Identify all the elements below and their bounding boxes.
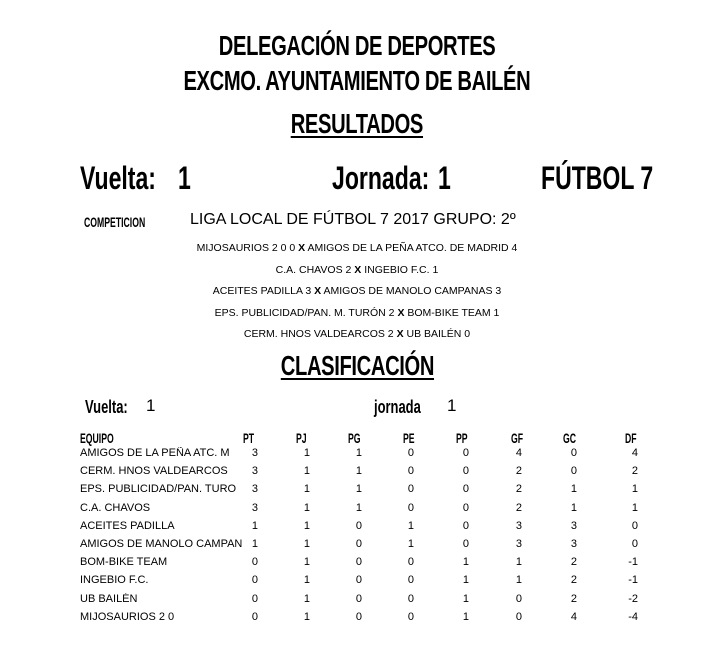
cell-pe: 0 — [407, 592, 414, 605]
cell-pp: 0 — [462, 465, 469, 478]
column-header-pp: PP — [456, 430, 468, 446]
cell-pe: 0 — [407, 556, 414, 569]
team-name: C.A. CHAVOS — [80, 501, 151, 514]
cell-pj: 1 — [303, 610, 310, 623]
column-header-df: DF — [625, 430, 637, 446]
cell-df: 2 — [631, 465, 638, 478]
cell-pp: 1 — [462, 610, 469, 623]
cell-pe: 0 — [407, 574, 414, 587]
match-away-score: 1 — [429, 263, 439, 276]
cell-gc: 1 — [570, 483, 577, 496]
cell-gf: 1 — [515, 556, 522, 569]
cell-gc: 3 — [570, 519, 577, 532]
team-name: MIJOSAURIOS 2 0 — [80, 610, 175, 623]
match-away-team: BOM-BIKE TEAM — [404, 306, 491, 319]
cell-pj: 1 — [303, 501, 310, 514]
cell-pt: 3 — [251, 465, 258, 478]
column-header-pt: PT — [243, 430, 255, 446]
standings-vuelta-value: 1 — [146, 396, 156, 415]
cell-pt: 3 — [251, 447, 258, 459]
cell-pj: 1 — [303, 447, 310, 459]
cell-gc: 0 — [570, 447, 577, 459]
match-home-team: CERM. HNOS VALDEARCOS — [243, 328, 385, 340]
cell-pj: 1 — [303, 592, 310, 605]
team-name: CERM. HNOS VALDEARCOS — [80, 465, 228, 478]
standings-jornada-value: 1 — [447, 396, 457, 415]
team-name: EPS. PUBLICIDAD/PAN. TURO — [80, 483, 237, 496]
cell-df: 0 — [631, 519, 638, 532]
header-title-line1: DELEGACIÓN DE DEPORTES — [218, 30, 496, 61]
match-separator: X — [396, 328, 404, 340]
match-separator: X — [314, 285, 322, 297]
match-away-score: 4 — [508, 242, 518, 254]
cell-pg: 0 — [355, 538, 362, 550]
team-name: UB BAILÉN — [80, 592, 138, 605]
cell-gf: 0 — [515, 610, 522, 623]
cell-pj: 1 — [303, 465, 310, 478]
cell-gf: 4 — [515, 447, 522, 459]
table-row — [0, 447, 714, 465]
cell-gf: 2 — [515, 465, 522, 478]
cell-df: 0 — [631, 538, 638, 550]
cell-pt: 3 — [251, 483, 258, 496]
cell-pe: 0 — [407, 465, 414, 478]
cell-gf: 1 — [515, 574, 522, 587]
cell-pt: 0 — [251, 556, 258, 569]
cell-gc: 2 — [570, 574, 577, 587]
match-away-score: 0 — [461, 328, 471, 340]
cell-gc: 1 — [570, 501, 577, 514]
cell-pe: 0 — [407, 610, 414, 623]
cell-pj: 1 — [303, 556, 310, 569]
match-away-team: INGEBIO F.C. — [361, 263, 430, 276]
cell-pj: 1 — [303, 574, 310, 587]
match-separator: X — [298, 242, 306, 254]
match-home-score: 2 — [384, 328, 397, 340]
cell-pj: 1 — [303, 483, 310, 496]
match-away-score: 1 — [490, 306, 500, 319]
cell-pe: 1 — [407, 538, 414, 550]
column-header-gf: GF — [511, 430, 524, 446]
match-home-score: 3 — [302, 285, 315, 297]
vuelta-label: Vuelta: — [80, 160, 156, 196]
table-row — [0, 483, 714, 501]
team-name: ACEITES PADILLA — [80, 519, 175, 532]
table-row — [0, 502, 714, 520]
header-results-title: RESULTADOS — [290, 108, 424, 139]
match-away-team: AMIGOS DE MANOLO CAMPANAS — [321, 285, 493, 297]
cell-df: 1 — [631, 501, 638, 514]
match-home-team: ACEITES PADILLA — [212, 285, 303, 297]
cell-pt: 0 — [251, 574, 258, 587]
table-row — [0, 465, 714, 483]
cell-gc: 2 — [570, 556, 577, 569]
column-header-gc: GC — [563, 430, 577, 446]
team-name: INGEBIO F.C. — [80, 574, 149, 587]
team-name: AMIGOS DE LA PEÑA ATC. M — [80, 447, 230, 459]
cell-gf: 2 — [515, 501, 522, 514]
match-home-team: EPS. PUBLICIDAD/PAN. M. TURÓN — [214, 306, 386, 319]
cell-df: -1 — [628, 556, 638, 569]
cell-pt: 1 — [251, 538, 258, 550]
cell-pg: 1 — [355, 465, 362, 478]
column-header-pj: PJ — [296, 430, 307, 446]
cell-gf: 3 — [515, 519, 522, 532]
match-result — [0, 307, 714, 319]
match-result — [0, 285, 714, 297]
cell-pg: 0 — [355, 519, 362, 532]
cell-pg: 0 — [355, 592, 362, 605]
cell-pp: 0 — [462, 447, 469, 459]
cell-pe: 0 — [407, 483, 414, 496]
cell-pe: 0 — [407, 447, 414, 459]
cell-pt: 0 — [251, 592, 258, 605]
column-header-pe: PE — [403, 430, 415, 446]
sport-label: FÚTBOL 7 — [541, 160, 654, 196]
cell-df: 4 — [631, 447, 638, 459]
cell-pj: 1 — [303, 519, 310, 532]
cell-pg: 0 — [355, 610, 362, 623]
cell-gf: 3 — [515, 538, 522, 550]
match-result — [0, 328, 714, 340]
cell-df: -1 — [628, 574, 638, 587]
cell-gc: 4 — [570, 610, 577, 623]
table-row — [0, 556, 714, 574]
column-header-equipo: EQUIPO — [80, 430, 114, 446]
cell-pt: 1 — [251, 519, 258, 532]
cell-pg: 1 — [355, 483, 362, 496]
cell-pg: 0 — [355, 574, 362, 587]
cell-pg: 1 — [355, 501, 362, 514]
cell-pg: 0 — [355, 556, 362, 569]
match-away-score: 3 — [492, 285, 502, 297]
column-header-pg: PG — [348, 430, 361, 446]
cell-pp: 0 — [462, 483, 469, 496]
cell-gc: 3 — [570, 538, 577, 550]
cell-gf: 0 — [515, 592, 522, 605]
team-name: AMIGOS DE MANOLO CAMPAN — [80, 538, 243, 550]
match-home-team: C.A. CHAVOS — [275, 263, 343, 276]
vuelta-value: 1 — [178, 160, 191, 196]
cell-pt: 3 — [251, 501, 258, 514]
cell-pe: 0 — [407, 501, 414, 514]
match-result — [0, 264, 714, 276]
competition-label: COMPETICION — [84, 214, 146, 230]
cell-df: -4 — [628, 610, 638, 623]
header-title-line2: EXCMO. AYUNTAMIENTO DE BAILÉN — [183, 65, 531, 96]
cell-gf: 2 — [515, 483, 522, 496]
table-row — [0, 611, 714, 629]
table-row — [0, 520, 714, 538]
table-row — [0, 538, 714, 556]
competition-value: LIGA LOCAL DE FÚTBOL 7 2017 GRUPO: 2º — [190, 211, 516, 228]
cell-pp: 0 — [462, 501, 469, 514]
standings-jornada-label: jornada — [374, 397, 421, 417]
cell-df: 1 — [631, 483, 638, 496]
standings-title: CLASIFICACIÓN — [280, 350, 434, 381]
match-home-score: 2 — [385, 306, 398, 319]
match-away-team: UB BAILÉN — [403, 328, 462, 340]
match-separator: X — [397, 306, 405, 319]
cell-gc: 0 — [570, 465, 577, 478]
cell-pj: 1 — [303, 538, 310, 550]
cell-pp: 1 — [462, 592, 469, 605]
cell-df: -2 — [628, 592, 638, 605]
team-name: BOM-BIKE TEAM — [80, 556, 168, 569]
match-away-team: AMIGOS DE LA PEÑA ATCO. DE MADRID — [305, 242, 509, 254]
cell-pp: 0 — [462, 519, 469, 532]
cell-pe: 1 — [407, 519, 414, 532]
match-separator: X — [354, 263, 362, 276]
cell-gc: 2 — [570, 592, 577, 605]
match-home-score: 0 — [286, 242, 299, 254]
jornada-value: 1 — [438, 160, 451, 196]
match-result — [0, 242, 714, 254]
cell-pp: 0 — [462, 538, 469, 550]
cell-pp: 1 — [462, 556, 469, 569]
cell-pg: 1 — [355, 447, 362, 459]
table-row — [0, 574, 714, 592]
standings-vuelta-label: Vuelta: — [85, 397, 128, 417]
table-row — [0, 593, 714, 611]
cell-pt: 0 — [251, 610, 258, 623]
jornada-label: Jornada: — [332, 160, 430, 196]
match-home-team: MIJOSAURIOS 2 0 — [196, 242, 287, 254]
match-home-score: 2 — [342, 263, 355, 276]
cell-pp: 1 — [462, 574, 469, 587]
